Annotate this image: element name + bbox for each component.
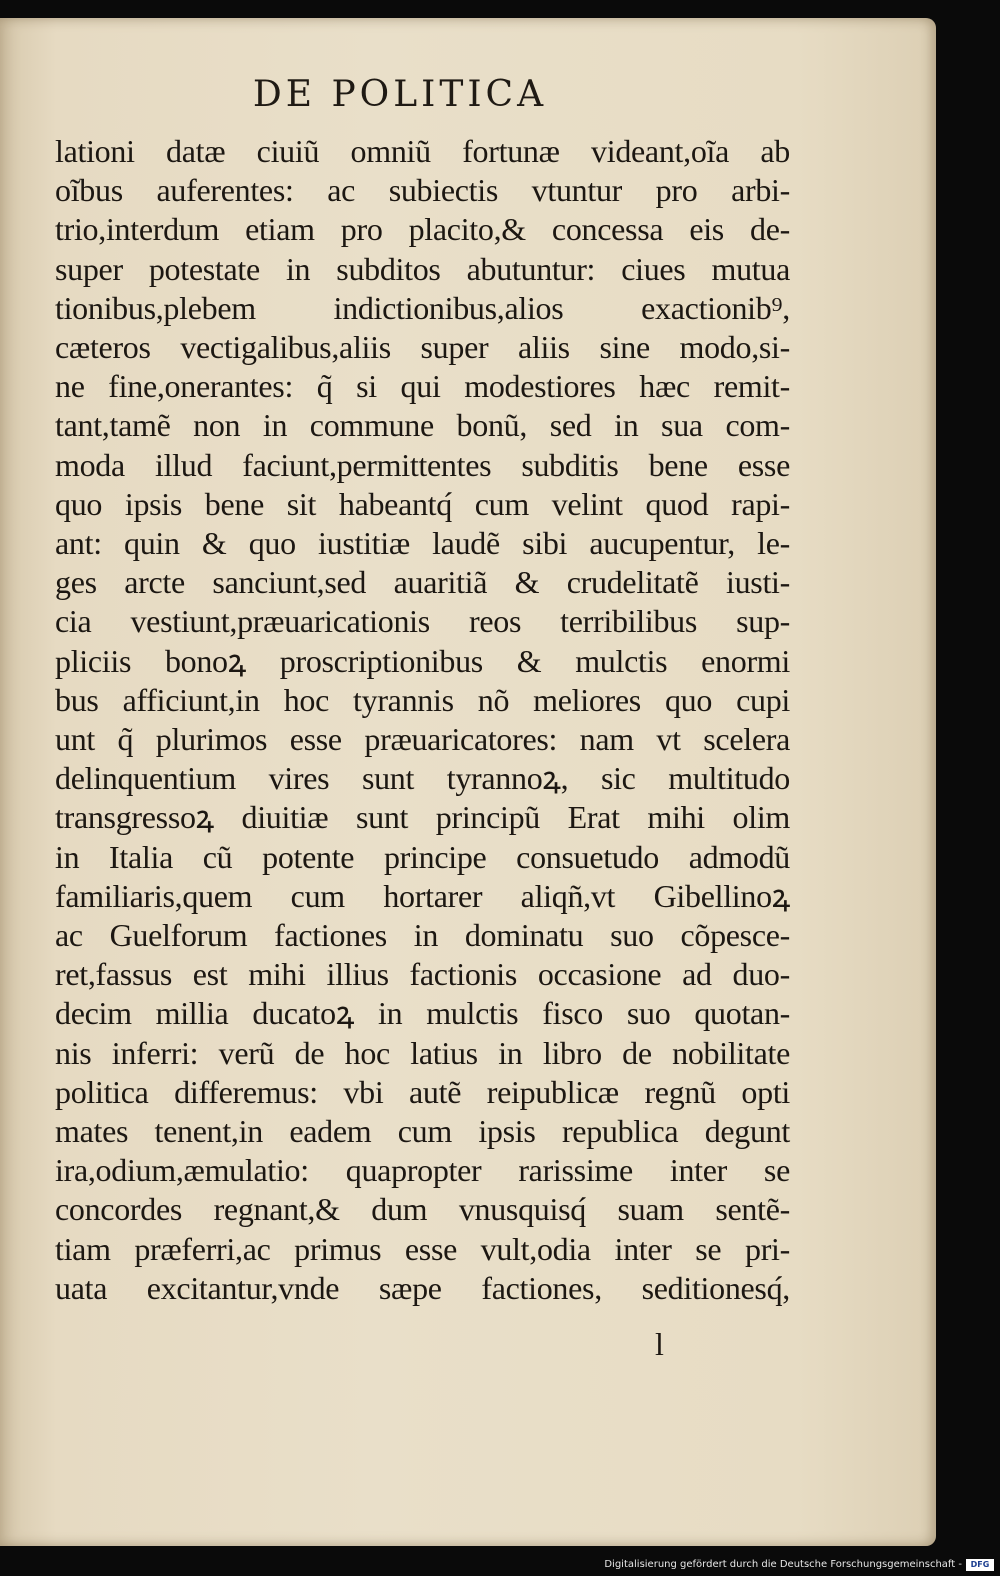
text-line: pliciis bonoꝝ proscriptionibus & mulctis enormi [55, 642, 790, 679]
text-line: cia vestiunt,præuaricationis reos terribilibus sup- [55, 603, 790, 640]
digitization-credit: Digitalisierung gefördert durch die Deutsche Forschungsgemeinschaft - [604, 1559, 962, 1570]
text-line: unt q̃ plurimos esse præuaricatores: nam vt scelera [55, 721, 790, 758]
text-line: nis inferri: verũ de hoc latius in libro de nobilitate [55, 1034, 790, 1071]
text-line: cæteros vectigalibus,aliis super aliis sine modo,si- [55, 329, 790, 366]
text-line: tant,tamẽ non in commune bonũ, sed in sua com- [55, 407, 790, 444]
text-line: moda illud faciunt,permittentes subditis bene esse [55, 446, 790, 483]
footer-strip [0, 1546, 1000, 1576]
text-line: ne fine,onerantes: q̃ si qui modestiores hæc remit- [55, 368, 790, 405]
text-line: delinquentium vires sunt tyrannoꝝ, sic multitudo [55, 760, 790, 797]
text-line: bus afficiunt,in hoc tyrannis nõ meliores quo cupi [55, 681, 790, 718]
text-line: decim millia ducatoꝝ in mulctis fisco suo quotan- [55, 995, 790, 1032]
dfg-logo-icon: DFG [966, 1559, 994, 1571]
text-line: trio,interdum etiam pro placito,& concessa eis de- [55, 211, 790, 248]
text-line: oĩbus auferentes: ac subiectis vtuntur pro arbi- [55, 172, 790, 209]
text-line: mates tenent,in eadem cum ipsis republica degunt [55, 1113, 790, 1150]
text-line: quo ipsis bene sit habeantq́ cum velint quod rapi- [55, 485, 790, 522]
text-line: transgressoꝝ diuitiæ sunt principũ Erat mihi olim [55, 799, 790, 836]
text-block [55, 132, 790, 1308]
text-line: ant: quin & quo iustitiæ laudẽ sibi aucupentur, le- [55, 525, 790, 562]
text-line: uata excitantur,vnde sæpe factiones, seditionesq́, [55, 1269, 790, 1306]
book-page [0, 18, 936, 1546]
text-line: tiam præferri,ac primus esse vult,odia inter se pri- [55, 1230, 790, 1267]
text-line: ac Guelforum factiones in dominatu suo cõpesce- [55, 917, 790, 954]
text-line: tionibus,plebem indictionibus,alios exactionib⁹, [55, 289, 790, 326]
text-line: concordes regnant,& dum vnusquisq́ suam sentẽ- [55, 1191, 790, 1228]
text-line: ges arcte sanciunt,sed auaritiã & crudelitatẽ iusti- [55, 564, 790, 601]
text-line: ira,odium,æmulatio: quapropter rarissime inter se [55, 1152, 790, 1189]
text-line: in Italia cũ potente principe consuetudo admodũ [55, 838, 790, 875]
catchword: l [655, 1326, 664, 1362]
text-line: super potestate in subditos abutuntur: ciues mutua [55, 250, 790, 287]
text-line: lationi datæ ciuiũ omniũ fortunæ videant,oĩa ab [55, 133, 790, 169]
running-head: DE POLITICA [252, 74, 548, 115]
text-line: ret,fassus est mihi illius factionis occasione ad duo- [55, 956, 790, 993]
text-line: familiaris,quem cum hortarer aliqñ,vt Gibellinoꝝ [55, 877, 790, 914]
text-line: politica differemus: vbi autẽ reipublicæ regnũ opti [55, 1073, 790, 1110]
